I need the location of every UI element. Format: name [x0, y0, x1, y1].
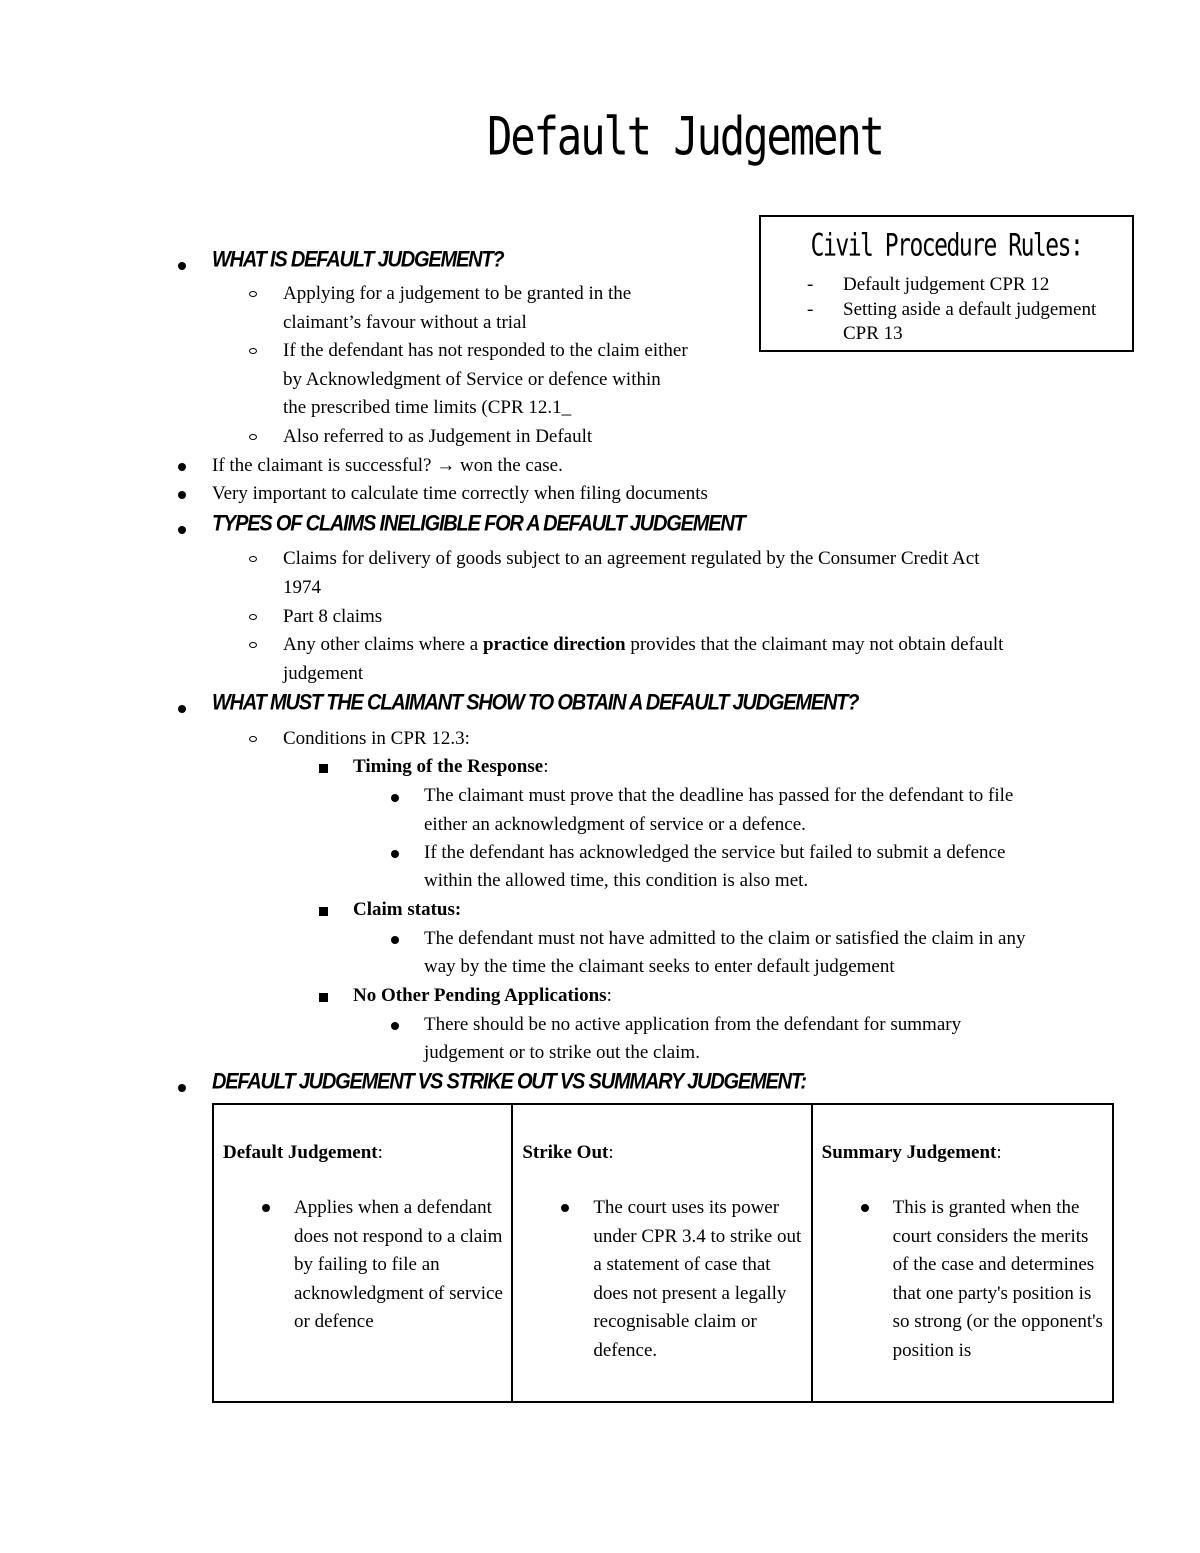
bold-label: Strike Out: [522, 1142, 609, 1163]
text-line: Very important to calculate time correctly when filing documents: [212, 483, 708, 504]
text-line: 1974: [283, 577, 321, 598]
section-heading: TYPES OF CLAIMS INELIGIBLE FOR A DEFAULT JUDGEMENT: [212, 511, 745, 537]
text-line: The defendant must not have admitted to the claim or satisfied the claim in any: [424, 928, 1026, 949]
bullet-dot-icon: [262, 1204, 270, 1212]
bullet-circle-icon: [249, 434, 257, 440]
cpr-item-text: Setting aside a default judgement CPR 13: [843, 298, 1097, 344]
text-line: judgement or to strike out the claim.: [424, 1042, 700, 1063]
text-line: [353, 753, 548, 782]
dash-marker: -: [807, 274, 814, 295]
text-line: judgement: [283, 663, 364, 684]
bold-label: Claim status:: [353, 899, 462, 920]
bullet-dot-icon: [391, 1022, 399, 1030]
bullet-dot-icon: [178, 1084, 186, 1092]
text-run: :: [608, 1142, 614, 1163]
text-line: The claimant must prove that the deadline has passed for the defendant to file: [424, 785, 1014, 806]
bold-label: Summary Judgement: [821, 1142, 997, 1163]
text-line: Applying for a judgement to be granted in the: [283, 283, 632, 304]
bullet-square-icon: [319, 993, 328, 1002]
bullet-circle-icon: [249, 736, 257, 742]
bullet-dot-icon: [391, 850, 399, 858]
text-line: way by the time the claimant seeks to enter default judgement: [424, 956, 895, 977]
bold-label: Timing of the Response: [353, 756, 544, 777]
text-run: Any other claims where a: [283, 634, 483, 655]
cpr-list: [807, 273, 1117, 347]
section-heading: DEFAULT JUDGEMENT VS STRIKE OUT VS SUMMARY JUDGEMENT:: [212, 1069, 806, 1095]
bullet-circle-icon: [249, 614, 257, 620]
bullet-dot-icon: [178, 262, 186, 270]
text-line: Part 8 claims: [283, 606, 383, 627]
text-line: [283, 631, 1003, 660]
text-line: the prescribed time limits (CPR 12.1_: [283, 397, 572, 418]
comparison-table: [212, 1103, 1114, 1403]
text-run: :: [543, 756, 549, 777]
bullet-square-icon: [319, 764, 328, 773]
bullet-dot-icon: [178, 705, 186, 713]
cpr-box-heading: Civil Procedure Rules:: [810, 228, 1083, 264]
bullet-dot-icon: [561, 1204, 569, 1212]
cpr-list-item: [807, 273, 1117, 298]
text-line: [353, 982, 612, 1011]
text-line: [353, 896, 461, 925]
page-title: Default Judgement: [487, 106, 883, 168]
bullet-circle-icon: [249, 291, 257, 297]
text-line: Conditions in CPR 12.3:: [283, 728, 470, 749]
bullet-square-icon: [319, 907, 328, 916]
text-line: If the defendant has not responded to the claim either: [283, 340, 688, 361]
cpr-box: [759, 215, 1134, 352]
dash-marker: -: [807, 298, 814, 320]
bullet-dot-icon: [391, 936, 399, 944]
bullet-dot-icon: [178, 463, 186, 471]
text-line: claimant’s favour without a trial: [283, 312, 527, 333]
bullet-circle-icon: [249, 556, 257, 562]
text-run: :: [377, 1142, 383, 1163]
text-run: :: [996, 1142, 1002, 1163]
text-line: Also referred to as Judgement in Default: [283, 426, 593, 447]
text-line: Claims for delivery of goods subject to an agreement regulated by the Consumer Credit Act: [283, 548, 980, 569]
cpr-item-text: Default judgement CPR 12: [843, 274, 1050, 295]
section-heading: WHAT IS DEFAULT JUDGEMENT?: [212, 247, 504, 273]
column-title: [522, 1142, 613, 1164]
table-column-summary-judgement: [813, 1105, 1112, 1401]
table-column-default-judgement: [214, 1105, 513, 1401]
column-title: [223, 1142, 383, 1164]
bold-label: No Other Pending Applications: [353, 985, 607, 1006]
text-line: within the allowed time, this condition is also met.: [424, 870, 809, 891]
bullet-dot-icon: [391, 794, 399, 802]
bullet-dot-icon: [178, 491, 186, 499]
column-text: The court uses its power under CPR 3.4 to strike out a statement of case that does not present a legally recognisable claim or defence.: [593, 1197, 802, 1361]
text-line: If the claimant is successful? → won the case.: [212, 455, 563, 476]
text-line: If the defendant has acknowledged the service but failed to submit a defence: [424, 842, 1006, 863]
column-text: Applies when a defendant does not respond to a claim by failing to file an acknowledgment of service or defence: [294, 1197, 503, 1332]
text-run: provides that the claimant may not obtain default: [625, 634, 1004, 655]
text-run: :: [606, 985, 612, 1006]
text-line: There should be no active application from the defendant for summary: [424, 1014, 962, 1035]
section-heading: WHAT MUST THE CLAIMANT SHOW TO OBTAIN A DEFAULT JUDGEMENT?: [212, 690, 859, 716]
column-title: [822, 1142, 1002, 1164]
bullet-circle-icon: [249, 642, 257, 648]
bold-text: practice direction: [482, 634, 626, 655]
bullet-dot-icon: [861, 1204, 869, 1212]
column-text: This is granted when the court considers the merits of the case and determines that one party's position is so strong (or the opponent's position is: [892, 1197, 1103, 1361]
cpr-list-item: [807, 298, 1117, 347]
text-line: either an acknowledgment of service or a defence.: [424, 814, 806, 835]
bold-label: Default Judgement: [223, 1142, 378, 1163]
text-line: by Acknowledgment of Service or defence within: [283, 369, 661, 390]
bullet-dot-icon: [178, 526, 186, 534]
bullet-circle-icon: [249, 348, 257, 354]
table-column-strike-out: [513, 1105, 812, 1401]
